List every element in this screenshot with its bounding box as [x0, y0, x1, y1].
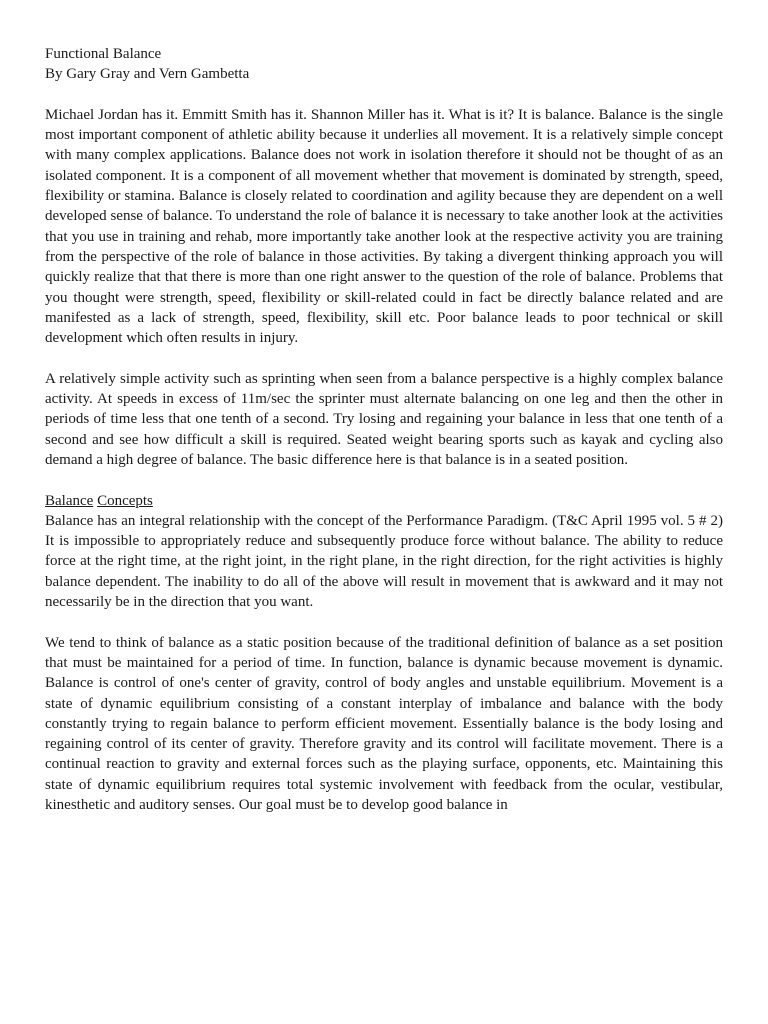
- paragraph-sprinting: A relatively simple activity such as sprinting when seen from a balance perspective is a highly complex balance activity. At speeds in excess of 11m/sec the sprinter must alternate balancing on one leg and then the other in periods of time less that one tenth of a second. Try losing and regaining your balance in less that one tenth of a second and see how difficult a skill is required. Seated weight bearing sports such as kayak and cycling also demand a high degree of balance. The basic difference here is that balance is in a seated position.: [45, 370, 723, 468]
- document-title: Functional Balance: [45, 46, 162, 62]
- section-heading-word-balance: Balance: [45, 492, 94, 509]
- section-heading-balance-concepts: [45, 491, 723, 511]
- paragraph-performance-paradigm: Balance has an integral relationship with the concept of the Performance Paradigm. (T&C April 1995 vol. 5 # 2) It is impossible to appropriately reduce and subsequently produce force without balance. The ability to reduce force at the right time, at the right joint, in the right plane, in the right direction, for the right activities is highly balance dependent. The inability to do all of the above will result in movement that is awkward and it may not necessarily be in the direction that you want.: [45, 512, 723, 611]
- paragraph-intro: Michael Jordan has it. Emmitt Smith has it. Shannon Miller has it. What is it? It is balance. Balance is the single most important component of athletic ability because it underlies all movement. It is a relatively simple concept with many complex applications. Balance does not work in isolation therefore it should not be thought of as an isolated component. It is a component of all movement whether that movement is dominated by strength, speed, flexibility or stamina. Balance is closely related to coordination and agility because they are dependent on a well developed sense of balance. To understand the role of balance it is necessary to take another look at the activities that you use in training and rehab, more importantly take another look at the respective activity you are training from the perspective of the role of balance in those activities. By taking a divergent thinking approach you will quickly realize that that there is more than one right answer to the question of the role of balance. Problems that you thought were strength, speed, flexibility or skill-related could in fact be directly balance related and are manifested as a lack of strength, speed, flexibility, skill etc. Poor balance leads to poor technical or skill development which often results in injury.: [45, 106, 723, 347]
- document-byline: By Gary Gray and Vern Gambetta: [45, 66, 250, 83]
- section-heading-word-concepts: Concepts: [97, 492, 153, 509]
- paragraph-dynamic-balance: We tend to think of balance as a static position because of the traditional definition of balance as a set position that must be maintained for a period of time. In function, balance is dynamic because movement is dynamic. Balance is control of one's center of gravity, control of body angles and unstable equilibrium. Movement is a state of dynamic equilibrium consisting of a constant interplay of imbalance and balance with the body constantly trying to regain balance to perform efficient movement. Essentially balance is the body losing and regaining control of its center of gravity. Therefore gravity and its control will facilitate movement. There is a continual reaction to gravity and external forces such as the playing surface, opponents, etc. Maintaining this state of dynamic equilibrium requires total systemic involvement with feedback from the ocular, vestibular, kinesthetic and auditory senses. Our goal must be to develop good balance in: [45, 634, 723, 813]
- spacer: [45, 85, 723, 105]
- document-page: [45, 44, 723, 836]
